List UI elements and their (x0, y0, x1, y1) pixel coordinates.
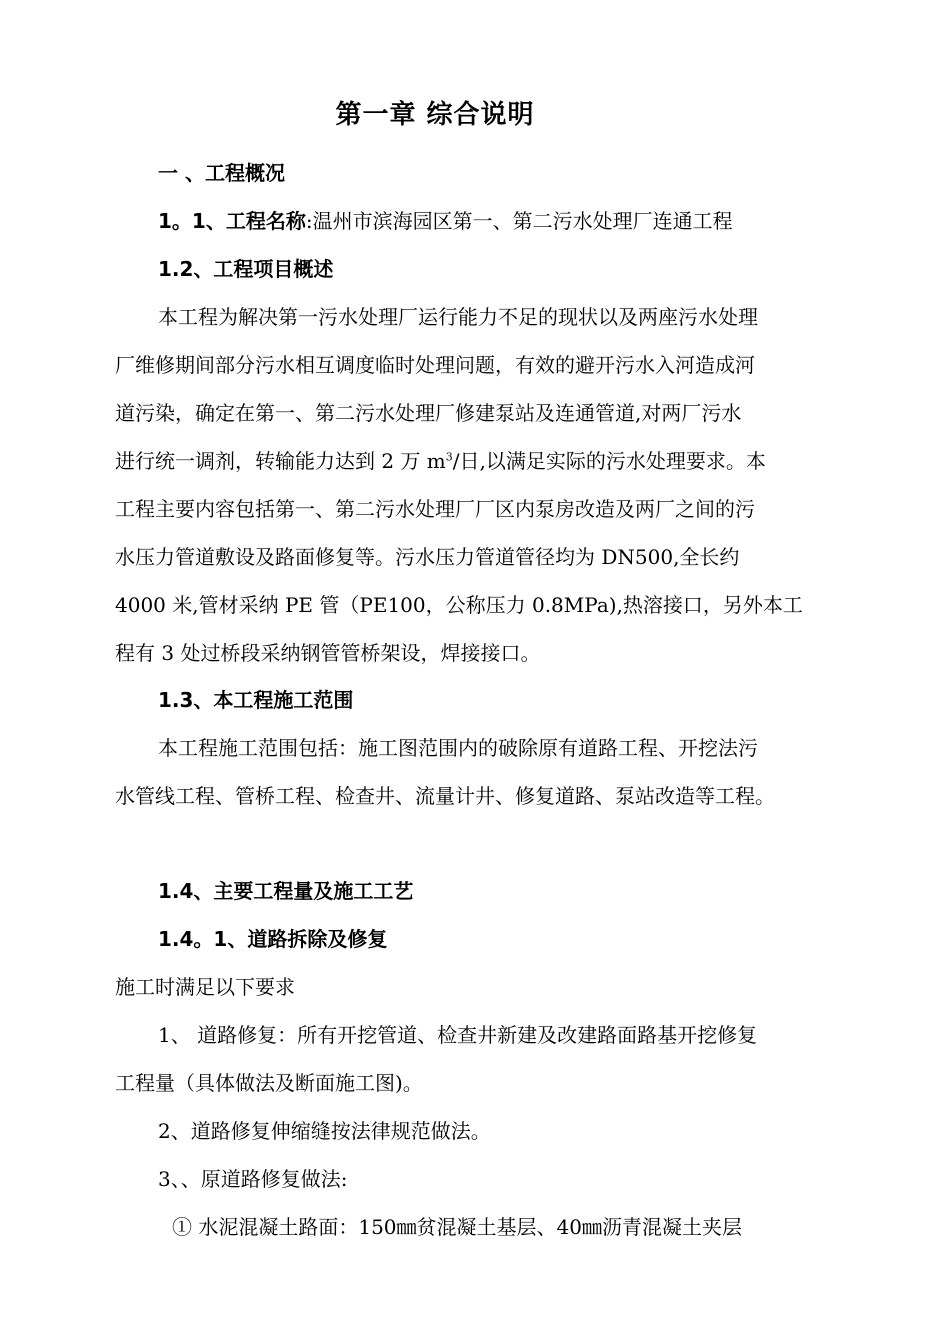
list-item: 2、道路修复伸缩缝按法律规范做法。 (158, 1119, 491, 1143)
paragraph-line: 本工程施工范围包括：施工图范围内的破除原有道路工程、开挖法污 (158, 736, 758, 760)
chapter-title: 第一章 综合说明 (335, 100, 535, 130)
paragraph-line: 本工程为解决第一污水处理厂运行能力不足的现状以及两座污水处理 (158, 305, 758, 329)
project-name-line (158, 206, 733, 236)
section-heading-road: 1.4。1、道路拆除及修复 (158, 927, 388, 951)
list-item: 3、、原道路修复做法: (158, 1167, 348, 1191)
paragraph-line: 水压力管道敷设及路面修复等。污水压力管道管径均为 DN500,全长约 (115, 545, 740, 569)
project-name-label: 1。1、工程名称 (158, 209, 306, 233)
paragraph-line: 水管线工程、管桥工程、检查井、流量计井、修复道路、泵站改造等工程。 (115, 784, 775, 808)
paragraph-text: 进行统一调剂，转输能力达到 2 万 m (115, 449, 446, 473)
sub-list-item: ① 水泥混凝土路面：150㎜贫混凝土基层、40㎜沥青混凝土夹层 (172, 1215, 742, 1239)
requirements-intro: 施工时满足以下要求 (115, 975, 295, 999)
paragraph-line: 4000 米,管材采纳 PE 管（PE100，公称压力 0.8MPa),热溶接口，另外本工 (115, 593, 803, 617)
paragraph-line: 道污染，确定在第一、第二污水处理厂修建泵站及连通管道,对两厂污水 (115, 401, 742, 425)
section-heading-quantities: 1.4、主要工程量及施工工艺 (158, 879, 414, 903)
paragraph-line (115, 446, 766, 476)
section-heading-scope: 1.3、本工程施工范围 (158, 688, 354, 712)
paragraph-text: /日,以满足实际的污水处理要求。本 (452, 449, 766, 473)
paragraph-line: 程有 3 处过桥段采纳钢管管桥架设，焊接接口。 (115, 641, 541, 665)
list-item: 1、 道路修复：所有开挖管道、检查井新建及改建路面路基开挖修复 (158, 1023, 758, 1047)
paragraph-line: 工程主要内容包括第一、第二污水处理厂厂区内泵房改造及两厂之间的污 (115, 497, 755, 521)
paragraph-line: 厂维修期间部分污水相互调度临时处理问题，有效的避开污水入河造成河 (115, 353, 755, 377)
section-heading-summary: 1.2、工程项目概述 (158, 257, 334, 281)
section-heading-overview: 一 、工程概况 (158, 161, 285, 185)
superscript-unit: 3 (445, 450, 453, 464)
project-name-value: :温州市滨海园区第一、第二污水处理厂连通工程 (305, 209, 733, 233)
list-item-continuation: 工程量（具体做法及断面施工图)。 (115, 1071, 423, 1095)
